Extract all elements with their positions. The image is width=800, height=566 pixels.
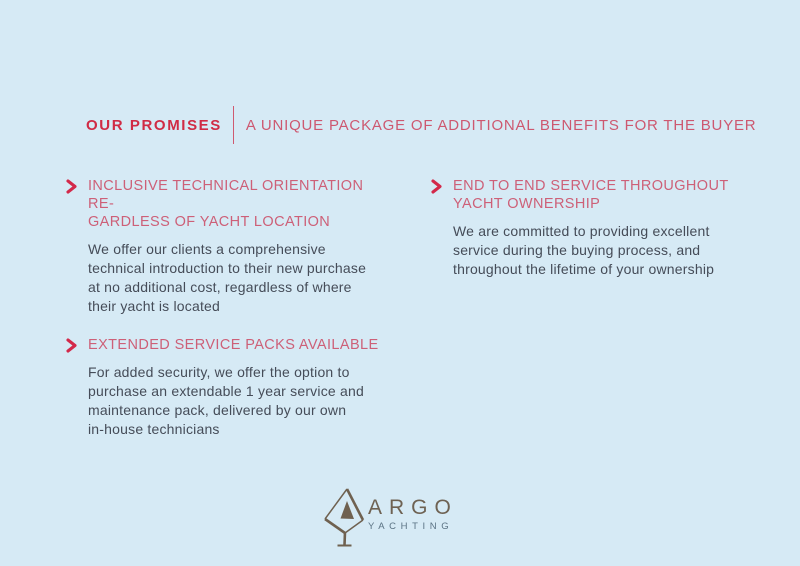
promise-title-line: INCLUSIVE TECHNICAL ORIENTATION RE- xyxy=(88,178,364,212)
promise-title xyxy=(88,336,379,354)
promise-title-line: END TO END SERVICE THROUGHOUT xyxy=(453,178,729,194)
promise-title xyxy=(453,177,729,213)
logo-subtext: YACHTING xyxy=(368,521,454,532)
promise-body-line: technical introduction to their new purchase xyxy=(88,260,367,276)
logo-text xyxy=(368,497,458,532)
promise-item-extended-service-packs xyxy=(66,336,386,439)
promise-title xyxy=(88,177,386,231)
promise-body-line: throughout the lifetime of your ownership xyxy=(453,261,715,277)
promise-title-line: GARDLESS OF YACHT LOCATION xyxy=(88,214,331,230)
promise-body-line: service during the buying process, and xyxy=(453,242,701,258)
header xyxy=(86,106,756,144)
promise-body-line: their yacht is located xyxy=(88,298,221,314)
argo-yachting-logo xyxy=(320,486,480,552)
promise-content xyxy=(88,336,379,439)
promise-body-line: For added security, we offer the option to xyxy=(88,364,350,380)
header-divider xyxy=(233,106,234,144)
promise-item-technical-orientation xyxy=(66,177,386,316)
promise-body-line: purchase an extendable 1 year service and xyxy=(88,383,364,399)
chevron-right-icon xyxy=(66,338,78,353)
header-subtitle: A UNIQUE PACKAGE OF ADDITIONAL BENEFITS FOR THE BUYER xyxy=(245,116,757,134)
promise-body xyxy=(453,222,729,279)
page-title: OUR PROMISES xyxy=(86,116,222,134)
promise-title-line: YACHT OWNERSHIP xyxy=(453,196,601,212)
promise-content xyxy=(88,177,386,316)
promise-body-line: We are committed to providing excellent xyxy=(453,223,710,239)
promise-content xyxy=(453,177,729,279)
promise-title-line: EXTENDED SERVICE PACKS AVAILABLE xyxy=(88,337,379,353)
promise-body-line: maintenance pack, delivered by our own xyxy=(88,402,347,418)
logo-name: ARGO xyxy=(368,496,458,519)
promise-body xyxy=(88,240,386,316)
promise-body xyxy=(88,363,379,439)
promise-item-end-to-end-service xyxy=(431,177,731,279)
argo-sail-icon xyxy=(320,486,368,548)
chevron-right-icon xyxy=(431,179,443,194)
promise-body-line: in-house technicians xyxy=(88,421,220,437)
promise-body-line: at no additional cost, regardless of where xyxy=(88,279,352,295)
promise-body-line: We offer our clients a comprehensive xyxy=(88,241,326,257)
chevron-right-icon xyxy=(66,179,78,194)
